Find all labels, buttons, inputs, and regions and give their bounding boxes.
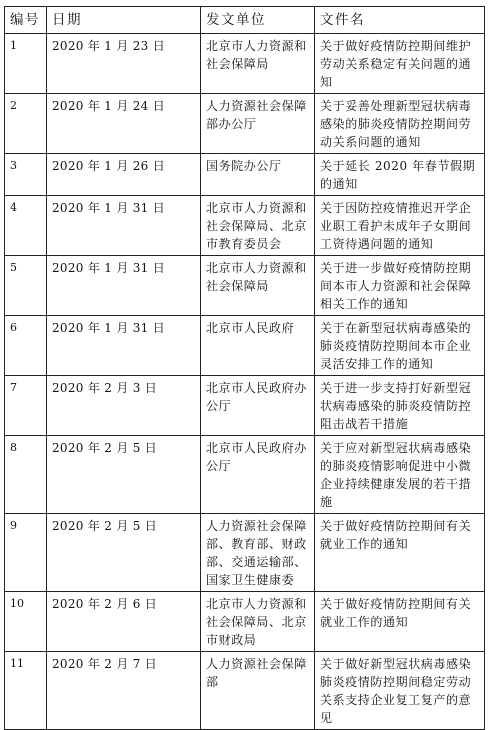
row-document: 关于进一步支持打好新型冠状病毒感染的肺炎疫情防控阻击战若干措施 — [315, 376, 485, 436]
table-row — [5, 652, 485, 730]
row-number: 3 — [5, 154, 47, 196]
table-row — [5, 436, 485, 514]
row-document: 关于做好疫情防控期间有关就业工作的通知 — [315, 514, 485, 592]
row-issuer: 北京市人民政府办公厅 — [201, 436, 315, 514]
table-row — [5, 34, 485, 94]
table-row — [5, 196, 485, 256]
header-date: 日期 — [47, 7, 201, 34]
table-header-row — [5, 7, 485, 34]
row-date: 2020 年 1 月 31 日 — [47, 256, 201, 316]
row-date: 2020 年 1 月 23 日 — [47, 34, 201, 94]
row-issuer: 人力资源社会保障部、教育部、财政部、交通运输部、国家卫生健康委 — [201, 514, 315, 592]
row-document: 关于进一步做好疫情防控期间本市人力资源和社会保障相关工作的通知 — [315, 256, 485, 316]
table-row — [5, 592, 485, 652]
row-number: 7 — [5, 376, 47, 436]
row-issuer: 北京市人民政府办公厅 — [201, 376, 315, 436]
row-issuer: 人力资源社会保障部办公厅 — [201, 94, 315, 154]
row-number: 11 — [5, 652, 47, 730]
row-issuer: 北京市人力资源和社会保障局 — [201, 256, 315, 316]
table-row — [5, 256, 485, 316]
policy-documents-table — [4, 6, 485, 730]
row-issuer: 北京市人力资源和社会保障局、北京市财政局 — [201, 592, 315, 652]
row-issuer: 北京市人力资源和社会保障局 — [201, 34, 315, 94]
row-number: 8 — [5, 436, 47, 514]
row-number: 1 — [5, 34, 47, 94]
row-number: 9 — [5, 514, 47, 592]
row-date: 2020 年 2 月 6 日 — [47, 592, 201, 652]
row-document: 关于延长 2020 年春节假期的通知 — [315, 154, 485, 196]
row-document: 关于应对新型冠状病毒感染的肺炎疫情影响促进中小微企业持续健康发展的若干措施 — [315, 436, 485, 514]
row-number: 4 — [5, 196, 47, 256]
row-issuer: 北京市人力资源和社会保障局、北京市教育委员会 — [201, 196, 315, 256]
row-date: 2020 年 2 月 7 日 — [47, 652, 201, 730]
row-document: 关于做好疫情防控期间维护劳动关系稳定有关问题的通知 — [315, 34, 485, 94]
row-number: 6 — [5, 316, 47, 376]
row-document: 关于做好新型冠状病毒感染肺炎疫情防控期间稳定劳动关系支持企业复工复产的意见 — [315, 652, 485, 730]
row-date: 2020 年 2 月 5 日 — [47, 514, 201, 592]
row-date: 2020 年 1 月 26 日 — [47, 154, 201, 196]
header-no: 编号 — [5, 7, 47, 34]
row-issuer: 国务院办公厅 — [201, 154, 315, 196]
row-date: 2020 年 2 月 3 日 — [47, 376, 201, 436]
row-date: 2020 年 2 月 5 日 — [47, 436, 201, 514]
row-date: 2020 年 1 月 31 日 — [47, 196, 201, 256]
row-number: 2 — [5, 94, 47, 154]
row-number: 10 — [5, 592, 47, 652]
row-document: 关于做好疫情防控期间有关就业工作的通知 — [315, 592, 485, 652]
table-row — [5, 154, 485, 196]
table-row — [5, 376, 485, 436]
table-row — [5, 316, 485, 376]
header-issuer: 发文单位 — [201, 7, 315, 34]
row-number: 5 — [5, 256, 47, 316]
row-document: 关于因防控疫情推迟开学企业职工看护未成年子女期间工资待遇问题的通知 — [315, 196, 485, 256]
row-issuer: 人力资源社会保障部 — [201, 652, 315, 730]
row-date: 2020 年 1 月 31 日 — [47, 316, 201, 376]
header-document: 文件名 — [315, 7, 485, 34]
row-issuer: 北京市人民政府 — [201, 316, 315, 376]
table-row — [5, 514, 485, 592]
table-row — [5, 94, 485, 154]
row-document: 关于在新型冠状病毒感染的肺炎疫情防控期间本市企业灵活安排工作的通知 — [315, 316, 485, 376]
row-date: 2020 年 1 月 24 日 — [47, 94, 201, 154]
row-document: 关于妥善处理新型冠状病毒感染的肺炎疫情防控期间劳动关系问题的通知 — [315, 94, 485, 154]
